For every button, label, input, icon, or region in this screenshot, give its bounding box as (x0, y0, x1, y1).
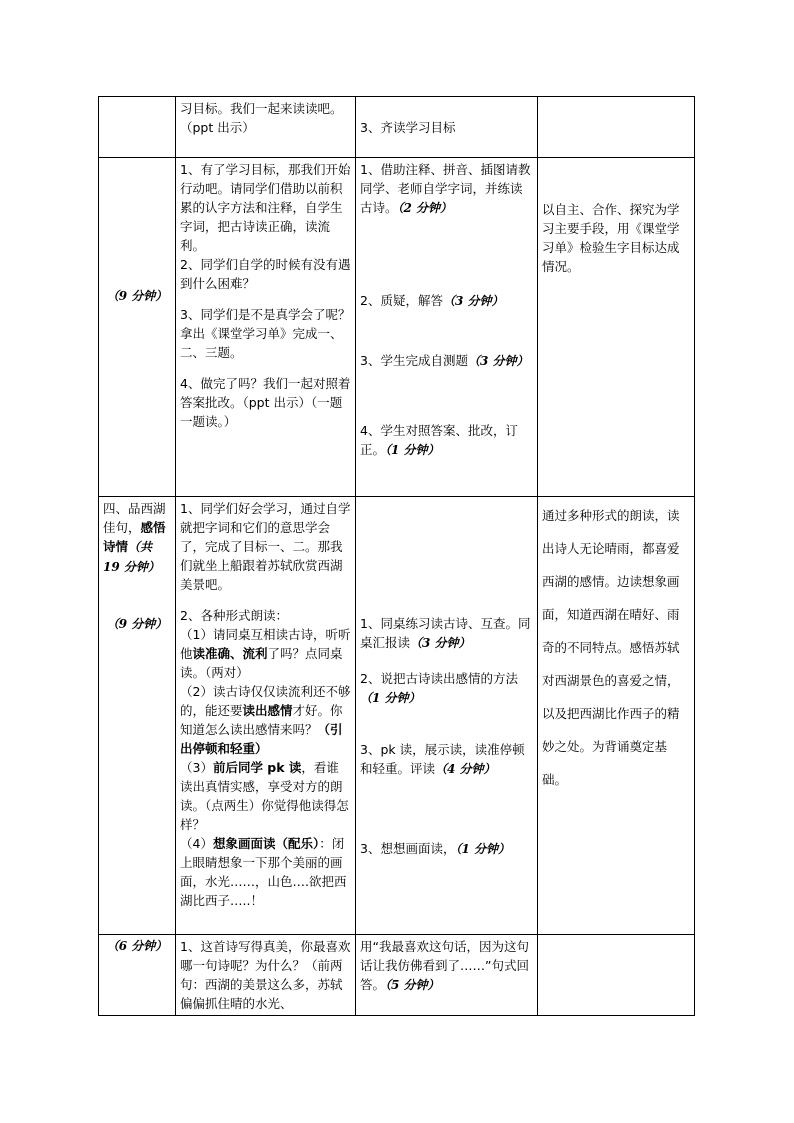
student-activity-cell: 3、齐读学习目标 (356, 97, 538, 158)
stage-cell (99, 97, 176, 158)
stage-cell (99, 158, 176, 497)
table-row (99, 158, 695, 497)
table-row (99, 497, 695, 935)
stage-cell: （6 分钟） (99, 935, 176, 1016)
student-activity-cell: 用“我最喜欢这句话，因为这句话让我仿佛看到了……”句式回答。（5 分钟） (356, 935, 538, 1016)
stage-cell: 四、品西湖佳句，感悟诗情（共 19 分钟） （9 分钟） (99, 497, 176, 935)
teacher-activity-cell: 1、这首诗写得真美，你最喜欢哪一句诗呢？为什么？（前两句：西湖的美景这么多，苏轼偏偏抓住晴的水光、 (176, 935, 356, 1016)
design-intent-cell (538, 97, 695, 158)
student-activity-cell: 1、借助注释、拼音、插图请教同学、老师自学字词，并练读古诗。（2 分钟） 2、质疑，解答（3 分钟） 3、学生完成自测题（3 分钟） 4、学生对照答案、批改，订正。（1 分钟） (356, 158, 538, 497)
design-intent-cell: 通过多种形式的朗读，读出诗人无论晴雨，都喜爱西湖的感情。边读想象画面，知道西湖在晴好、雨奇的不同特点。感悟苏轼对西湖景色的喜爱之情，以及把西湖比作西子的精妙之处。为背诵奠定基础。 (538, 497, 695, 935)
student-activity-cell: 1、同桌练习读古诗、互查。同桌汇报读（3 分钟） 2、说把古诗读出感情的方法（1 分钟） 3、pk 读，展示读，读准停顿和轻重。评读（4 分钟） 3、想想画面读，（1 分钟） (356, 497, 538, 935)
design-intent-cell (538, 935, 695, 1016)
table-row (99, 935, 695, 1016)
time-label: （9 分钟） (106, 289, 168, 303)
lesson-plan-table (98, 96, 695, 1016)
teacher-activity-cell: 1、有了学习目标，那我们开始行动吧。请同学们借助以前积累的认字方法和注释，自学生字词，把古诗读正确，读流利。 2、同学们自学的时候有没有遇到什么困难？ 3、同学们是不是真学会了呢？拿出《课堂学习单》完成一、二、三题。 4、做完了吗？我们一起对照着答案批改。（ppt 出示）（一题一题读。） (176, 158, 356, 497)
teacher-activity-cell: 1、同学们好会学习，通过自学就把字词和它们的意思学会了，完成了目标一、二。那我们就坐上船跟着苏轼欣赏西湖美景吧。 2、各种形式朗读： （1）请同桌互相读古诗，听听他读准确、流利了吗？点同桌读。（两对） （2）读古诗仅仅读流利还不够的，能还要读出感情才好。你知道怎么读出感情来吗？（引出停顿和轻重） （3）前后同学 pk 读，看谁读出真情实感，享受对方的朗读。（点两生）你觉得他读得怎样？ （4）想象画面读（配乐）：闭上眼睛想象一下那个美丽的画面，水光……，山色….欲把西湖比西子…..！ (176, 497, 356, 935)
table-row (99, 97, 695, 158)
teacher-activity-cell: 习目标。我们一起来读读吧。（ppt 出示） (176, 97, 356, 158)
design-intent-cell: 以自主、合作、探究为学习主要手段，用《课堂学习单》检验生字目标达成情况。 (538, 158, 695, 497)
